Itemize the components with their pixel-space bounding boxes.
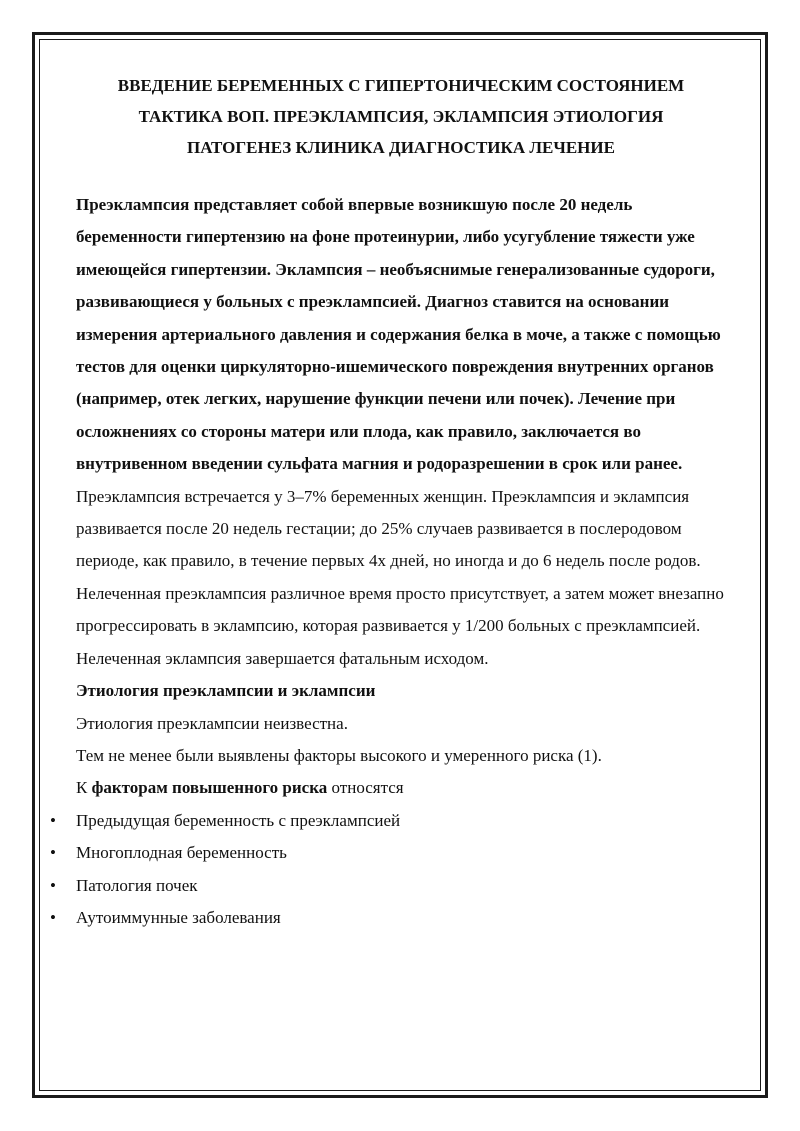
bullet-icon: • xyxy=(50,907,56,927)
title-line-2: ТАКТИКА ВОП. ПРЕЭКЛАМПСИЯ, ЭКЛАМПСИЯ ЭТИОЛОГИЯ xyxy=(138,107,664,126)
untreated-paragraph: Нелеченная преэклампсия различное время просто присутствует, а затем может внезапно прогрессировать в эклампсию, которая развивается у 1/200 больных с преэклампсией. Нелеченная эклампсия завершается фатальным исходом. xyxy=(76,583,724,668)
bullet-icon: • xyxy=(50,875,56,895)
document-body xyxy=(50,70,726,934)
high-risk-list xyxy=(50,805,726,935)
list-item xyxy=(50,837,726,869)
list-item-text: Аутоиммунные заболевания xyxy=(76,907,281,927)
high-risk-heading xyxy=(76,772,726,804)
list-item xyxy=(50,870,726,902)
prevalence-paragraph: Преэклампсия встречается у 3–7% беременных женщин. Преэклампсия и эклампсия развивается после 20 недель гестации; до 25% случаев развивается в послеродовом периоде, как правило, в течение первых 4х дней, но иногда и до 6 недель после родов. xyxy=(76,486,701,571)
title-line-1: ВВЕДЕНИЕ БЕРЕМЕННЫХ С ГИПЕРТОНИЧЕСКИМ СОСТОЯНИЕМ xyxy=(117,76,685,95)
list-item xyxy=(50,902,726,934)
etiology-heading: Этиология преэклампсии и эклампсии xyxy=(76,681,376,701)
high-risk-bold: факторам повышенного риска xyxy=(91,778,328,798)
intro-paragraph: Преэклампсия представляет собой впервые возникшую после 20 недель беременности гипертензию на фоне протеинурии, либо усугубление тяжести уже имеющейся гипертензии. Эклампсия – необъяснимые генерализованные судороги, развивающиеся у больных с преэклампсией. Диагноз ставится на основании измерения артериального давления и содержания белка в моче, а также с помощью тестов для оценки циркуляторно-ишемического повреждения внутренних органов (например, отек легких, нарушение функции печени или почек). Лечение при осложнениях со стороны матери или плода, как правило, заключается во внутривенном введении сульфата магния и родоразрешении в срок или ранее. xyxy=(76,195,721,474)
list-item xyxy=(50,805,726,837)
document-title xyxy=(76,70,726,163)
bullet-icon: • xyxy=(50,810,56,830)
list-item-text: Многоплодная беременность xyxy=(76,843,287,863)
high-risk-suffix: относятся xyxy=(327,778,404,798)
bullet-icon: • xyxy=(50,843,56,863)
high-risk-prefix: К xyxy=(76,778,92,798)
risk-factors-intro: Тем не менее были выявлены факторы высокого и умеренного риска (1). xyxy=(76,745,602,765)
list-item-text: Предыдущая беременность с преэклампсией xyxy=(76,810,401,830)
list-item-text: Патология почек xyxy=(76,875,198,895)
etiology-unknown-paragraph: Этиология преэклампсии неизвестна. xyxy=(76,713,348,733)
title-line-3: ПАТОГЕНЕЗ КЛИНИКА ДИАГНОСТИКА ЛЕЧЕНИЕ xyxy=(187,138,615,157)
